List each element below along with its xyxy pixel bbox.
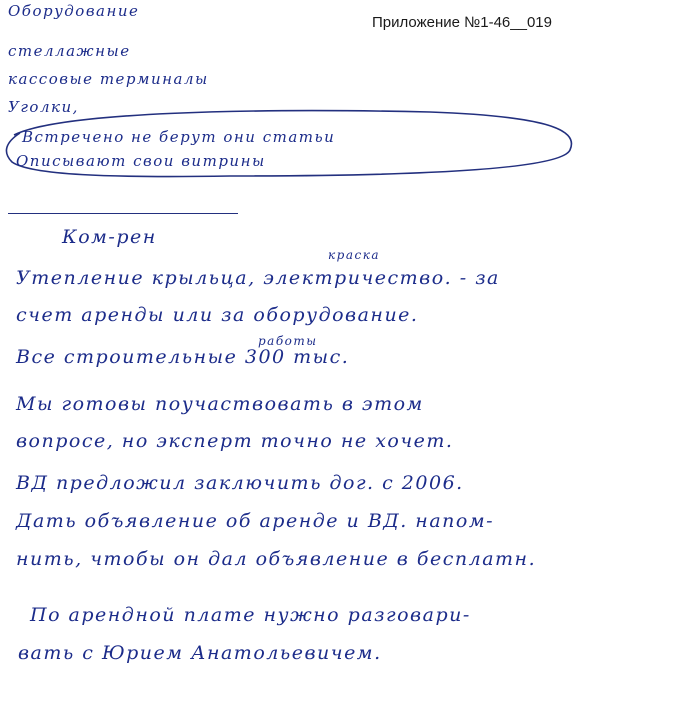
note-line: счет аренды или за оборудование. — [16, 304, 419, 326]
note-line: Оборудование — [8, 2, 140, 20]
separator-line — [8, 213, 238, 214]
appendix-label: Приложение №1-46__019 — [372, 14, 552, 31]
note-line: По арендной плате нужно разговари- — [30, 604, 471, 626]
insertion-note: краска — [328, 248, 381, 262]
note-line: вопросе, но эксперт точно не хочет. — [16, 430, 454, 452]
note-line: Дать объявление об аренде и ВД. напом- — [16, 510, 494, 532]
encircled-line: Описывают свои витрины — [16, 152, 266, 170]
note-line: кассовые терминалы — [8, 70, 209, 88]
note-line: вать с Юрием Анатольевичем. — [18, 642, 382, 664]
encircled-line: Встречено не берут они статьи — [22, 128, 336, 146]
note-line: нить, чтобы он дал объявление в бесплатн. — [16, 548, 537, 570]
note-line: Утепление крыльца, электричество. - за — [16, 267, 500, 289]
note-line: Мы готовы поучаствовать в этом — [16, 393, 424, 415]
note-line: стеллажные — [8, 42, 131, 60]
note-line: Уголки, — [8, 98, 79, 116]
section-heading: Ком-рен — [62, 226, 157, 248]
note-line: ВД предложил заключить дог. с 2006. — [16, 472, 464, 494]
insertion-note: работы — [258, 334, 318, 348]
note-line: Все строительные 300 тыс. — [16, 346, 350, 368]
